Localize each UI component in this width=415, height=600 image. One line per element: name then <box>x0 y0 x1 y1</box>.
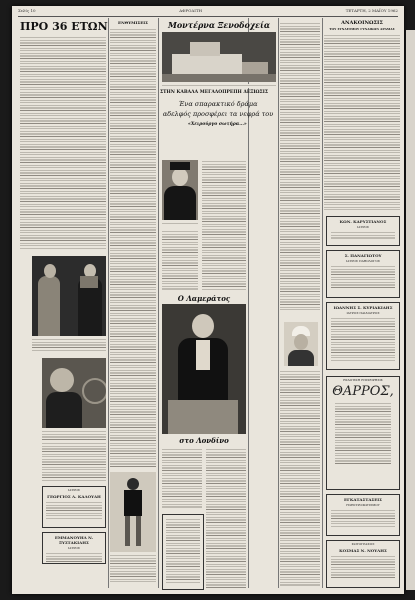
lemeratos-subheadline: στο Λονδίνο <box>179 436 229 445</box>
portrait-caption <box>162 222 198 226</box>
photo-hotel-building <box>162 32 276 82</box>
announcements-subheading: ΤΟΥ ΣΥΝΔΕΣΜΟΥ ΓΥΝΑΙΚΩΝ ΔΡΑΜΑΣ <box>329 27 395 31</box>
hotel-caption <box>162 84 276 88</box>
photo-two-men <box>32 256 106 336</box>
ad-tharros-print: ΕΚΔΟΤΙΚΗ ΕΠΙΧΕΙΡΗΣΙΣ ΘΑΡΡΟΣ, <box>326 376 400 490</box>
photo-woman-portrait <box>284 322 318 366</box>
issue-date: ΤΕΤΑΡΤΗ, 2 ΜΑΪΟΥ 1962 <box>345 8 398 13</box>
feature-subhead: «Χειρούργο σωτήρα...» <box>188 122 247 127</box>
ad-karystianos: ΚΩΝ. ΚΑΡΥΣΤΙΑΝΟΣ ΙΑΤΡΟΣ <box>326 216 400 246</box>
col2-article-text <box>110 28 156 468</box>
col2-heading: ΕΝΘΥΜΙΣΕΙΣ <box>118 20 148 25</box>
photo-priest-portrait <box>162 160 198 220</box>
feature-text-b <box>202 160 246 290</box>
ad-electrical: ΕΓΚΑΤΑΣΤΑΣΕΙΣ ΗΛΕΚΤΡΟΦΩΤΙΣΜΟΥ <box>326 494 400 536</box>
feature-kicker: ΣΤΗΝ ΚΑΒΑΛΑ ΜΕΓΑΛΟΠΡΕΠΗ ΔΕΞΙΩΣΙΣ <box>160 90 269 95</box>
page-header <box>18 8 398 17</box>
photo-caption-2 <box>42 430 106 440</box>
small-ad-box <box>162 514 204 590</box>
ad-kyriakidis: ΙΩΑΝΝΗΣ Σ. ΚΥΡΙΑΚΙΔΗΣ ΙΑΤΡΟΣ ΠΑΙΔΙΑΤΡΟΣ <box>326 302 400 370</box>
announcements-heading: ΑΝΑΚΟΙΝΩΣΙΣ <box>341 20 383 26</box>
photo-lemeratos <box>162 304 246 434</box>
feature-text-a <box>162 230 198 290</box>
col5-lower-text <box>280 370 320 586</box>
photo-dancer <box>110 472 156 552</box>
tharros-logo: ΘΑΡΡΟΣ, <box>332 384 394 399</box>
col1-ad-2: ΕΜΜΑΝΟΥΗΛ Ν. ΞΥΣΤΑΚΙΔΗΣ ΙΑΤΡΟΣ <box>42 532 106 564</box>
adjacent-page-edge <box>406 30 415 590</box>
lemeratos-headline: Ο Λαμεράτος <box>177 294 231 303</box>
lemeratos-text-a <box>162 448 202 508</box>
lemeratos-text-b <box>206 448 246 588</box>
newspaper-page <box>12 6 404 594</box>
col2-bottom-text <box>110 554 156 584</box>
ad-panagiotou: Σ. ΠΑΝΑΓΙΩΤΟΥ ΙΑΤΡΟΣ ΠΑΘΟΛΟΓΟΣ <box>326 250 400 298</box>
feature-headline-1: Ένα σπαρακτικό δράμα <box>178 100 258 108</box>
col5-article-text <box>280 22 320 312</box>
photo-man-in-car <box>42 358 106 428</box>
paper-name: ΑΦΡΟΔΙΤΗ <box>179 8 203 13</box>
col1-lower-text <box>42 442 106 482</box>
announcements-text <box>324 34 400 210</box>
col1-article-text <box>20 36 106 250</box>
feature-headline-2: αδελφός προσφέρει τα νεφρά του <box>162 110 274 118</box>
col1-ad-1: ΙΑΤΡΟΣ ΓΕΩΡΓΙΟΣ Λ. ΚΑΛΟΥΔΗ <box>42 486 106 528</box>
ad-noulis-photo: ΦΩΤΟΓΡΑΦΟΣ ΚΟΣΜΑΣ Ν. ΝΟΥΛΗΣ <box>326 540 400 588</box>
photo-caption-1 <box>32 338 106 352</box>
col1-headline: ΠΡΟ 36 ΕΤΩΝ <box>20 20 108 33</box>
hotel-headline: Μοντέρνα Ξενοδοχεία <box>167 20 270 30</box>
page-number: Σελίς 10 <box>18 8 36 13</box>
